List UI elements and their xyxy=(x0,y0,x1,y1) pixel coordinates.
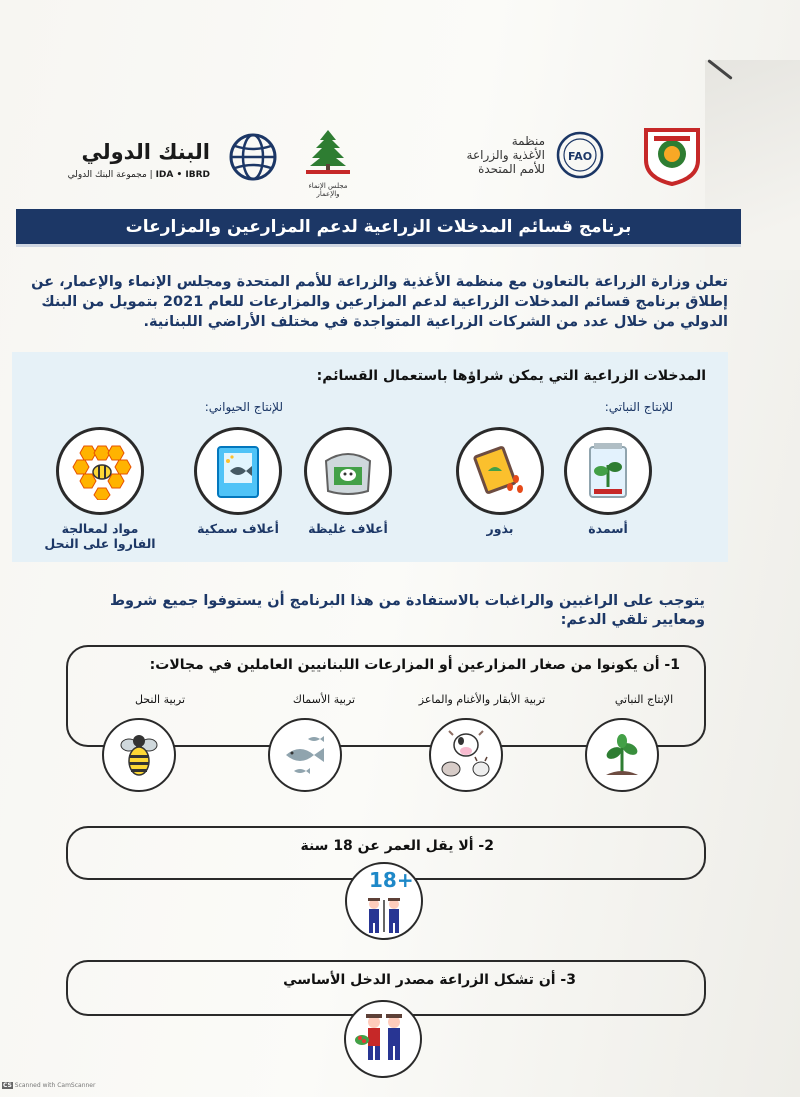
world-bank-logo xyxy=(67,130,280,190)
livestock-circle xyxy=(429,718,503,792)
fertilizer-bag-icon xyxy=(580,441,636,501)
farmers-harvest-icon xyxy=(350,1006,416,1072)
field-label-plant: الإنتاج النباتي xyxy=(614,693,674,706)
condition-3-title: 3- أن تشكل الزراعة مصدر الدخل الأساسي xyxy=(283,972,576,988)
input-item-label: بذور xyxy=(486,521,514,536)
field-label-bee: تربية النحل xyxy=(134,693,186,706)
globe-icon xyxy=(228,132,278,182)
world-bank-subtitle: مجموعة البنك الدولي | IDA • IBRD xyxy=(67,170,210,180)
animal-production-label: للإنتاج الحيواني: xyxy=(204,400,283,414)
plant-circle xyxy=(585,718,659,792)
cdr-logo xyxy=(298,126,358,198)
fish-icon xyxy=(278,731,332,779)
input-item-fish-feed xyxy=(188,427,288,536)
age-badge: 18+ xyxy=(369,868,414,892)
honeycomb-circle xyxy=(56,427,144,515)
field-label-fish: تربية الأسماك xyxy=(292,693,356,706)
criteria-intro: يتوجب على الراغبين والراغبات بالاستفادة من هذا البرنامج أن يستوفوا جميع شروط ومعايير تلقي الدعم: xyxy=(109,593,705,628)
seeds-packet-icon xyxy=(470,441,530,501)
world-bank-ida: IDA • IBRD xyxy=(155,170,210,180)
input-item-label: أسمدة xyxy=(588,521,628,536)
world-bank-name: البنك الدولي xyxy=(81,140,210,164)
field-label-livestock: تربية الأبقار والأغنام والماعز xyxy=(418,693,546,706)
scanner-badge: CS xyxy=(3,1082,12,1089)
intro-paragraph: تعلن وزارة الزراعة بالتعاون مع منظمة الأغذية والزراعة للأمم المتحدة ومجلس الإنماء والإعمار، عن إطلاق برنامج قسائم المدخلات الزراعية لدعم المزارعين والمزارعات للعام 2021 بتمويل من البنك الدولي من خلال عدد من الشركات الزراعية المتواجدة في مختلف الأراضي اللبنانية. xyxy=(31,274,728,330)
age-circle xyxy=(345,862,423,940)
seeds-circle xyxy=(456,427,544,515)
fish-circle xyxy=(268,718,342,792)
inputs-heading: المدخلات الزراعية التي يمكن شراؤها باستعمال القسائم: xyxy=(316,368,706,384)
fish-feed-bag-icon xyxy=(210,441,266,501)
fao-name: منظمة الأغذية والزراعة للأمم المتحدة xyxy=(466,134,545,176)
income-circle xyxy=(344,1000,422,1078)
scanner-watermark xyxy=(2,1082,95,1089)
condition-1-title: 1- أن يكونوا من صغار المزارعين أو المزارعات اللبنانيين العاملين في مجالات: xyxy=(149,657,680,673)
ministry-emblem-icon xyxy=(640,122,704,186)
input-item-varroa xyxy=(40,427,160,551)
svg-text:FAO: FAO xyxy=(567,150,593,163)
input-item-label: أعلاف غليظة xyxy=(308,521,388,536)
fertilizer-circle xyxy=(564,427,652,515)
input-item-seeds xyxy=(450,427,550,536)
plant-production-label: للإنتاج النباتي: xyxy=(604,400,673,414)
plant-icon xyxy=(600,731,644,779)
input-item-label: أعلاف سمكية xyxy=(197,521,279,536)
inputs-panel xyxy=(12,352,728,562)
page-title: برنامج قسائم المدخلات الزراعية لدعم المزارعين والمزارعات xyxy=(16,209,741,247)
scanner-text: Scanned with CamScanner xyxy=(14,1082,96,1089)
world-bank-group: مجموعة البنك الدولي xyxy=(67,170,147,180)
input-item-fertilizer xyxy=(558,427,658,536)
bee-icon xyxy=(117,729,161,781)
cedar-icon xyxy=(306,126,350,176)
bee-circle xyxy=(102,718,176,792)
condition-2-title: 2- ألا يقل العمر عن 18 سنة xyxy=(300,838,494,854)
fao-emblem-icon xyxy=(555,130,605,180)
forage-circle xyxy=(304,427,392,515)
input-item-label: مواد لمعالجة الفاروا على النحل xyxy=(44,521,156,551)
cdr-caption: مجلس الإنماء والإعمار xyxy=(308,182,348,198)
input-item-forage xyxy=(298,427,398,536)
logos-row xyxy=(40,118,740,198)
fao-logo xyxy=(455,130,605,190)
ministry-agriculture-logo xyxy=(640,122,704,186)
fish-feed-circle xyxy=(194,427,282,515)
livestock-icon xyxy=(439,729,493,781)
honeycomb-icon xyxy=(68,442,132,500)
forage-bag-icon xyxy=(318,443,378,499)
farmers-icon xyxy=(354,896,414,936)
